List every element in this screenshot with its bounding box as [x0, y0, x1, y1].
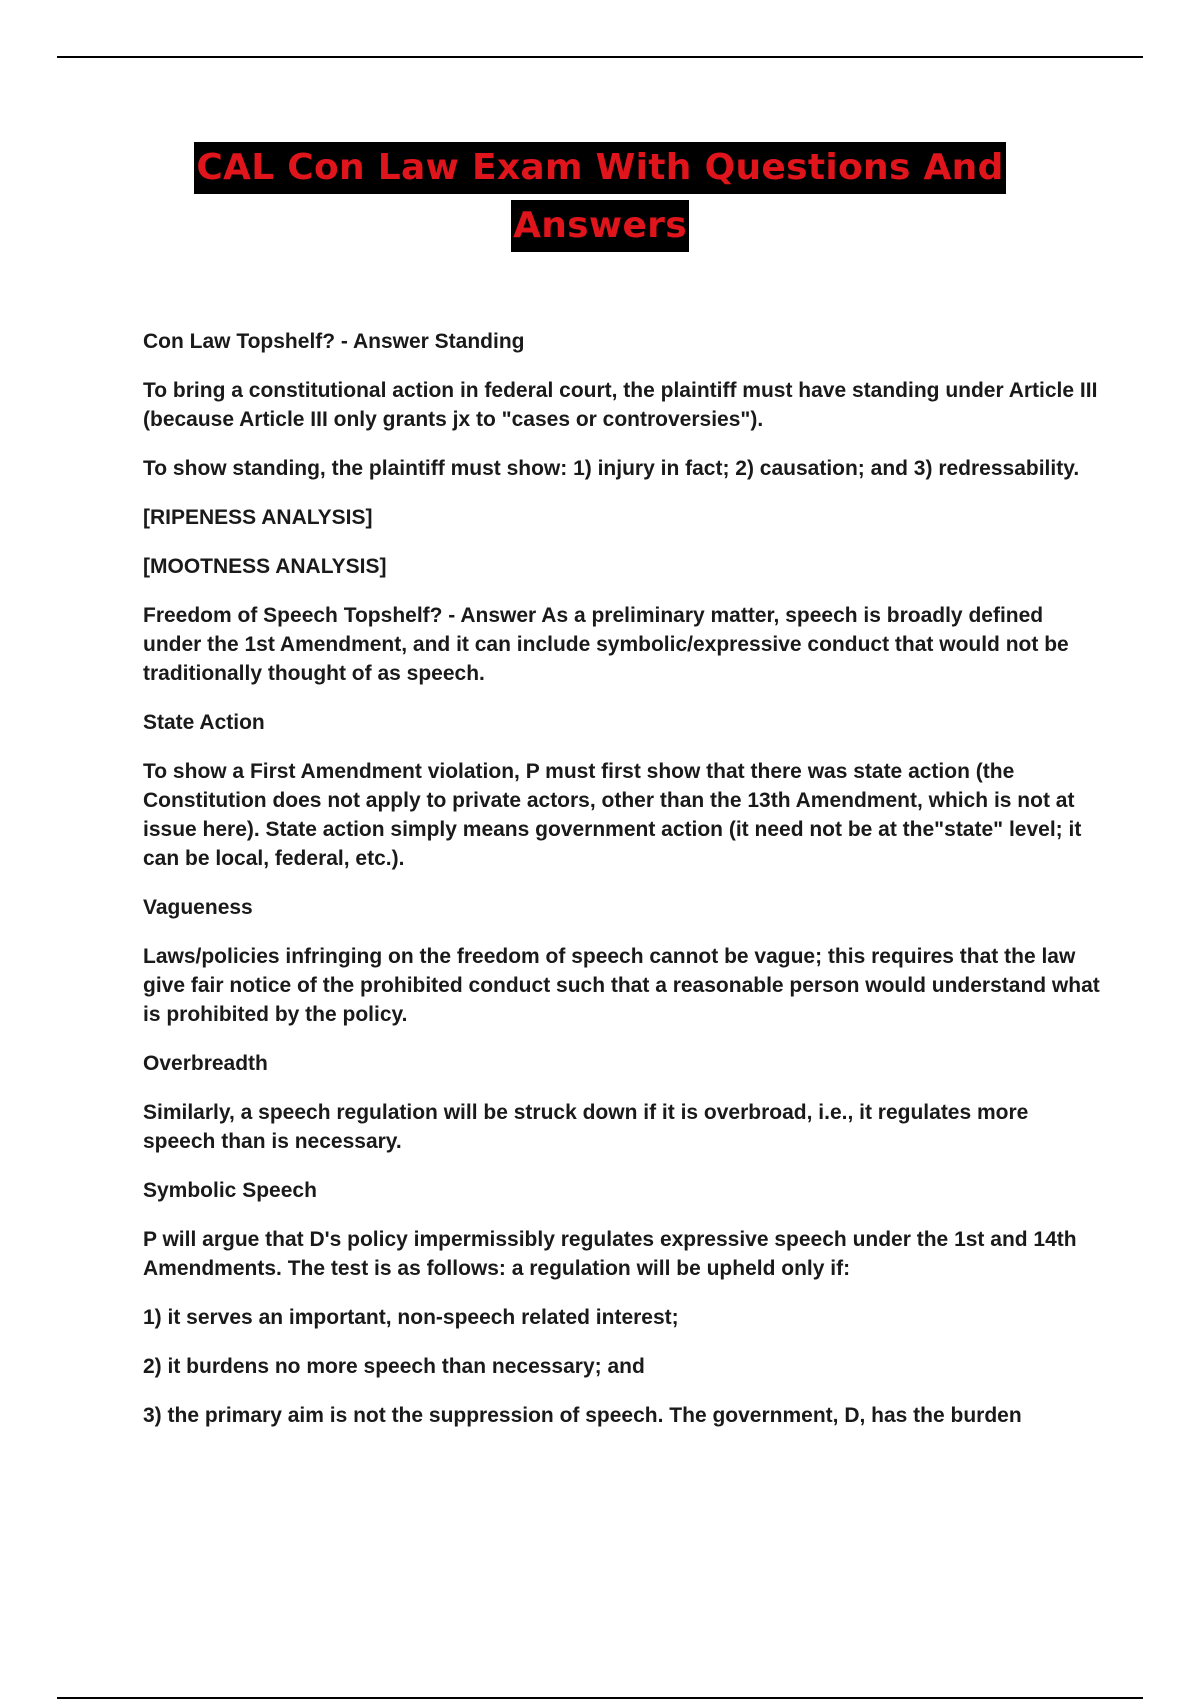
section-heading: Overbreadth	[143, 1052, 268, 1075]
list-item: 3) the primary aim is not the suppression of speech. The government, D, has the burden	[143, 1404, 1022, 1427]
paragraph: To show a First Amendment violation, P must first show that there was state action (the Constitution does not apply to private actors, other than the 13th Amendment, which is not at issue here). State action simply means government action (it need not be at the"state" level; it can be local, federal, etc.).	[143, 760, 1082, 870]
paragraph: Laws/policies infringing on the freedom of speech cannot be vague; this requires that the law give fair notice of the prohibited conduct such that a reasonable person would understand what is prohibited by the policy.	[143, 945, 1100, 1026]
list-item: 1) it serves an important, non-speech related interest;	[143, 1306, 679, 1329]
document-body	[143, 327, 1103, 1450]
section-heading: Vagueness	[143, 896, 253, 919]
paragraph: Con Law Topshelf? - Answer Standing	[143, 330, 525, 353]
section-heading: Symbolic Speech	[143, 1179, 317, 1202]
document-title	[0, 142, 1200, 252]
paragraph: To bring a constitutional action in federal court, the plaintiff must have standing under Article III (because Article III only grants jx to "cases or controversies").	[143, 379, 1098, 431]
list-item: 2) it burdens no more speech than necessary; and	[143, 1355, 645, 1378]
title-line-2: Answers	[511, 200, 689, 252]
paragraph: P will argue that D's policy impermissibly regulates expressive speech under the 1st and 14th Amendments. The test is as follows: a regulation will be upheld only if:	[143, 1228, 1077, 1280]
title-line-1: CAL Con Law Exam With Questions And	[194, 142, 1005, 194]
paragraph: To show standing, the plaintiff must show: 1) injury in fact; 2) causation; and 3) redressability.	[143, 457, 1080, 480]
section-heading: State Action	[143, 711, 265, 734]
top-rule	[57, 56, 1143, 58]
bottom-rule	[57, 1697, 1143, 1699]
section-marker: [RIPENESS ANALYSIS]	[143, 506, 373, 529]
paragraph: Freedom of Speech Topshelf? - Answer As a preliminary matter, speech is broadly defined under the 1st Amendment, and it can include symbolic/expressive conduct that would not be traditionally thought of as speech.	[143, 604, 1069, 685]
section-marker: [MOOTNESS ANALYSIS]	[143, 555, 387, 578]
paragraph: Similarly, a speech regulation will be struck down if it is overbroad, i.e., it regulates more speech than is necessary.	[143, 1101, 1029, 1153]
